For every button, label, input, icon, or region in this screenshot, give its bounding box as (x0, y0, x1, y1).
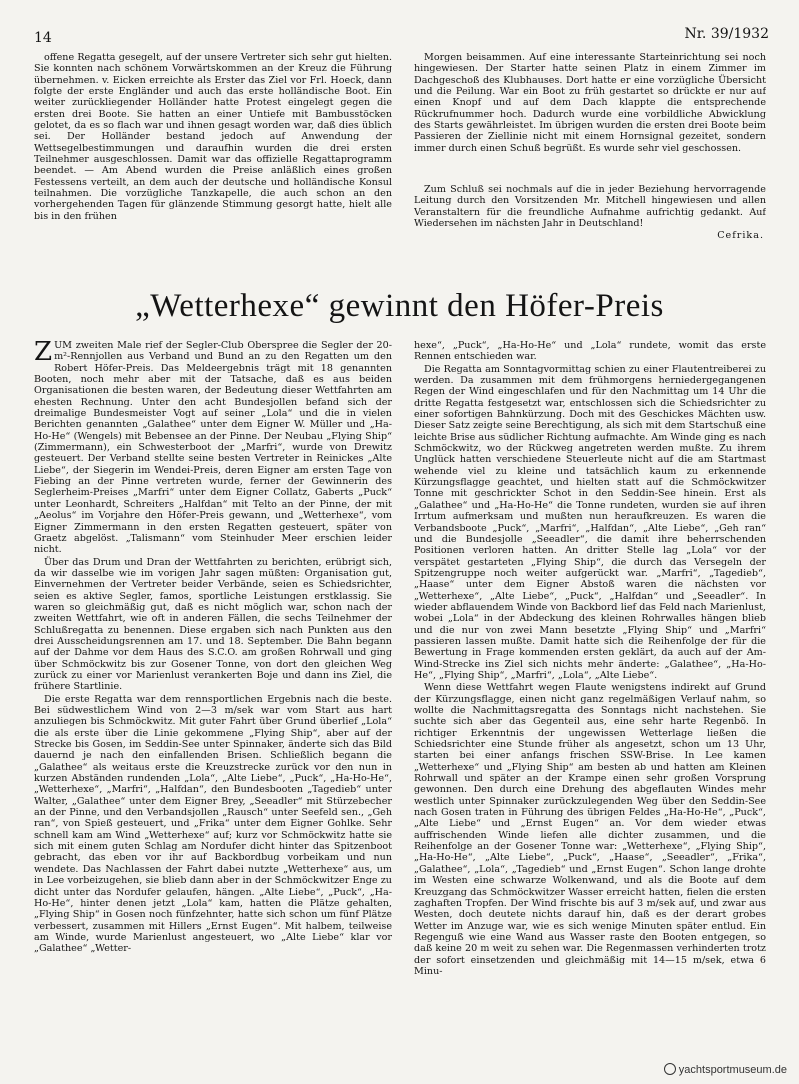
article-headline: „Wetterhexe“ gewinnt den Höfer-Preis (135, 288, 664, 324)
author-signature: Cefrika. (717, 230, 764, 241)
paragraph: Über das Drum und Dran der Wettfahrten zu berichten, erübrigt sich, da wir dasselbe wie im vorigen Jahr sagen müßten: Organisation gut, Einvernehmen der Vertreter beider Verbände, seien es Schiedsrichter, seien es aktive Segler, famos, sportliche Leistungen erstklassig. Sie waren so gleichmäßig gut, daß es nicht möglich war, schon nach der zweiten Wettfahrt, wie oft in anderen Fällen, die sechs Teilnehmer der Schlußregatta zu benennen. Diese ergaben sich nach Punkten aus den drei Ausscheidungsrennen am 17. und 18. September. Die Bahn begann auf der Dahme vor dem Haus des S.C.O. am großen Rohrwall und ging über Schmöckwitz bis zur Gosener Tonne, von dort den gleichen Weg zurück zu einer vor Marienlust verankerten Boje und dann ins Ziel, die frühere Startlinie. (34, 556, 392, 693)
article-right-column (414, 340, 766, 1044)
article-left-column (34, 340, 392, 1044)
paragraph-text: UM zweiten Male rief der Segler-Club Oberspree die Segler der 20-m²-Rennjollen aus Verband und Bund an zu den Regatten um den Robert Höfer-Preis. Das Meldeergebnis trägt mit 18 genannten Booten, noch mehr aber mit der Tatsache, daß es aus beiden Organisationen die besten waren, der Bedeutung dieser Wettfahrten am ehesten Rechnung. Unter den acht Bundesjollen befand sich der dreimalige Bundesmeister Vogt auf seiner „Lola“ und die in vielen Berichten genannten „Galathee“ unter dem Eigner W. Müller und „Ha-Ho-He“ (Wengels) mit Bebensee an der Pinne. Der Neubau „Flying Ship“ (Zimmermann), ein Schwesterboot der „Marfri“, wurde von Drewitz gesteuert. Der Verband stellte seine besten Vertreter in Reinickes „Alte Liebe“, der Siegerin im Wendei-Preis, deren Eigner am ersten Tage von Fiebing an der Pinne vertreten wurde, ferner der Gewinnerin des Seglerheim-Preises „Marfri“ unter dem Eigner Collatz, Gaberts „Puck“ unter Leonhardt, Schreiters „Halfdan“ mit Telto an der Pinne, der mit „Aeolus“ im Vorjahre den Höfer-Preis gewann, und „Wetterhexe“, vom Eigner Zimmermann in den ersten Regatten gesteuert, später von Graetz abgelöst. „Talismann“ vom Steinhuder Meer erschien leider nicht. (34, 340, 392, 556)
previous-article-left-column (34, 52, 392, 242)
drop-cap: Z (34, 340, 53, 367)
watermark (664, 1063, 787, 1076)
paragraph: offene Regatta gesegelt, auf der unsere Vertreter sich sehr gut hielten. Sie konnten nach schönem Vorwärtskommen an der Kreuz die Führung übernehmen. v. Eicken erreichte als Erster das Ziel vor Frl. Hoeck, dann folgte der erste Engländer und auch das erste holländische Boot. Ein weiter zurückliegender Holländer hatte Protest eingelegt gegen die ersten drei Boote. Sie hatten an einer Untiefe mit Bambusstöcken gelotet, da es so flach war und ihnen gesagt worden war, daß dies üblich sei. Der Holländer bestand jedoch auf Anwendung der Wettsegelbestimmungen und daraufhin wurden die drei ersten Teilnehmer ausgeschlossen. Damit war das offizielle Regattaprogramm beendet. — Am Abend wurden die Preise anläßlich eines großen Festessens verteilt, an dem auch der deutsche und holländische Konsul teilnahmen. Die vorzügliche Tanzkapelle, die auch schon an den vorhergehenden Tagen für glänzende Stimmung gesorgt hatte, hielt alle bis in den frühen (34, 52, 392, 222)
paragraph (34, 340, 392, 556)
closing-paragraph: Zum Schluß sei nochmals auf die in jeder Beziehung hervorragende Leitung durch den Vorsitzenden Mr. Mitchell hingewiesen und allen Veranstaltern für die freundliche Aufnahme aufrichtig gedankt. Auf Wiedersehen im nächsten Jahr in Deutschland! (414, 184, 766, 230)
paragraph: Die erste Regatta war dem rennsportlichen Ergebnis nach die beste. Bei südwestlichem Wind von 2—3 m/sek war vom Start aus hart anzuliegen bis Schmöckwitz. Mit guter Fahrt über Grund überlief „Lola“ die als erste über die Linie gekommene „Flying Ship“, aber auf der Strecke bis Gosen, im Seddin-See unter Spinnaker, änderte sich das Bild dauernd je nach den einfallenden Brisen. Schließlich begann die „Galathee“ als weitaus erste die Kreuzstrecke zurück vor den nun in kurzen Abständen rundenden „Lola“, „Alte Liebe“, „Puck“, „Ha-Ho-He“, „Wetterhexe“, „Marfri“, „Halfdan“, den Bundesbooten „Tagedieb“ unter Walter, „Galathee“ unter dem Eigner Brey, „Seeadler“ mit Stürzebecher an der Pinne, und den Verbandsjollen „Rausch“ unter Seefeld sen., „Geh ran“, von Spieß gesteuert, und „Frika“ unter dem Eigner Gohlke. Sehr schnell kam am Wind „Wetterhexe“ auf; kurz vor Schmöckwitz hatte sie sich mit einem guten Schlag am Nordufer dicht hinter das Spitzenboot gebracht, das eben vor ihr auf Backbordbug vorbeikam und nun wendete. Das Nachlassen der Fahrt dabei nutzte „Wetterhexe“ aus, um in Lee vorbeizugehen, sie blieb dann aber in der Schmöckwitzer Enge zu dicht unter das Nordufer gelaufen, hängen. „Alte Liebe“, „Puck“, „Ha-Ho-He“, hinter denen jetzt „Lola“ kam, hatten die Plätze gehalten, „Flying Ship“ in Gosen noch fünfzehnter, hatte sich schon um fünf Plätze verbessert, zusammen mit Hillers „Ernst Eugen“. Mit halbem, teilweise am Winde, wurde Marienlust angesteuert, wo „Alte Liebe“ klar vor „Galathee“ „Wetter- (34, 693, 392, 955)
globe-icon (664, 1063, 676, 1075)
paragraph: Morgen beisammen. Auf eine interessante Starteinrichtung sei noch hingewiesen. Der Starter hatte seinen Platz in einem Zimmer im Dachgeschoß des Klubhauses. Dort hatte er eine vorzügliche Übersicht und die Peilung. War ein Boot zu früh gestartet so drückte er nur auf einen Knopf und auf dem Dach klappte die entsprechende Rückrufnummer hoch. Dadurch wurde eine vorbildliche Abwicklung des Starts gewährleistet. Im übrigen wurden die ersten drei Boote beim Passieren der Ziellinie nicht mit einem Hornsignal gezeitet, sondern immer durch einen Schuß begrüßt. Es wurde sehr viel geschossen. (414, 52, 766, 154)
paragraph: hexe“, „Puck“, „Ha-Ho-He“ und „Lola“ rundete, womit das erste Rennen entschieden war. (414, 340, 766, 363)
previous-article-closing (414, 184, 766, 244)
watermark-text: yachtsportmuseum.de (678, 1064, 787, 1076)
paragraph: Wenn diese Wettfahrt wegen Flaute wenigstens indirekt auf Grund der Kürzungsflagge, einen nicht ganz regelmäßigen Verlauf nahm, so wollte die Nachmittagsregatta des Sonntags nicht nachstehen. Sie suchte sich aber das Gegenteil aus, eine sehr harte Regenbö. In richtiger Erkenntnis der ungewissen Wetterlage ließen die Schiedsrichter eine Stunde früher als angesetzt, schon um 13 Uhr, starten bei einer anfangs frischen SSW-Brise. In Lee kamen „Wetterhexe“ und „Flying Ship“ am besten ab und hatten am Kleinen Rohrwall und später an der Krampe einen sehr großen Vorsprung gewonnen. Den durch eine Drehung des abgeflauten Windes mehr westlich unter Spinnaker zurückzulegenden Weg über den Seddin-See nach Gosen traten in Führung des übrigen Feldes „Ha-Ho-He“, „Puck“, „Alte Liebe“ und „Ernst Eugen“ an. Vor dem wieder etwas auffrischenden Winde liefen alle dichter zusammen, und die Reihenfolge an der Gosener Tonne war: „Wetterhexe“, „Flying Ship“, „Ha-Ho-He“, „Alte Liebe“, „Puck“, „Haase“, „Seeadler“, „Frika“, „Galathee“, „Lola“, „Tagedieb“ und „Ernst Eugen“. Schon lange drohte im Westen eine schwarze Wolkenwand, und als die Boote auf dem Kreuzgang das Schmöckwitzer Wasser erreicht hatten, fielen die ersten zaghaften Tropfen. Der Wind frischte bis auf 3 m/sek auf, und zwar aus Westen, doch deutete nichts darauf hin, daß es der derart grobes Wetter im Anzuge war, wie es sich wenige Minuten später entlud. Ein Regenguß wie eine Wand aus Wasser raste den Booten entgegen, so daß keine 20 m weit zu sehen war. Die Regenmassen verhinderten trotz der sofort einsetzenden und gleichmäßig mit 14—15 m/sek, etwa 6 Minu- (414, 682, 766, 977)
previous-article-right-column (414, 52, 766, 182)
issue-number: Nr. 39/1932 (684, 26, 769, 42)
paragraph: Die Regatta am Sonntagvormittag schien zu einer Flautentreiberei zu werden. Da zusammen mit dem frühmorgens herniedergegangenen Regen der Wind eingeschlafen und für den Nachmittag um 14 Uhr die dritte Regatta festgesetzt war, entschlossen sich die Schiedsrichter zu einer sofortigen Bahnkürzung. Doch mit des Geschickes Mächten usw. Dieser Satz zeigte seine Berechtigung, als sich mit dem Startschuß eine leichte Brise aus südlicher Richtung aufmachte. Am Winde ging es nach Schmöckwitz, wo der Rückweg angetreten werden mußte. Zu ihrem Unglück hatten verschiedene Steuerleute nicht auf die am Startmast wehende viel zu kleine und tatsächlich kaum zu erkennende Kürzungsflagge geachtet, und hielten statt auf die Schmöckwitzer Tonne mit geschrickter Schot in den Seddin-See hinein. Erst als „Galathee“ und „Ha-Ho-He“ die Tonne rundeten, wurden sie auf ihren Irrtum aufmerksam und mußten nun heraufkreuzen. Es waren die Verbandsboote „Puck“, „Marfri“, „Halfdan“, „Alte Liebe“, „Geh ran“ und die Bundesjolle „Seeadler“, die damit ihre beherrschenden Positionen verloren hatten. An dritter Stelle lag „Lola“ vor der verspätet gestarteten „Flying Ship“, die durch das Versegeln der Spitzengruppe noch weiter aufgerückt war. „Marfri“, „Tagedieb“, „Haase“ unter dem Eigner Abstoß waren die nächsten vor „Wetterhexe“, „Alte Liebe“, „Puck“, „Halfdan“ und „Seeadler“. In wieder abflauendem Winde von Backbord lief das Feld nach Marienlust, wobei „Lola“ in der Abdeckung des kleinen Rohrwalles hängen blieb und die nur von zwei Mann besetzte „Flying Ship“ und „Marfri“ passieren lassen mußte. Damit hatte sich die Reihenfolge der für die Bewertung in Frage kommenden ersten geklärt, da auch auf der Am-Wind-Strecke ins Ziel sich nichts mehr änderte: „Galathee“, „Ha-Ho-He“, „Flying Ship“, „Marfri“, „Lola“, „Alte Liebe“. (414, 363, 766, 681)
page-number: 14 (34, 30, 52, 46)
